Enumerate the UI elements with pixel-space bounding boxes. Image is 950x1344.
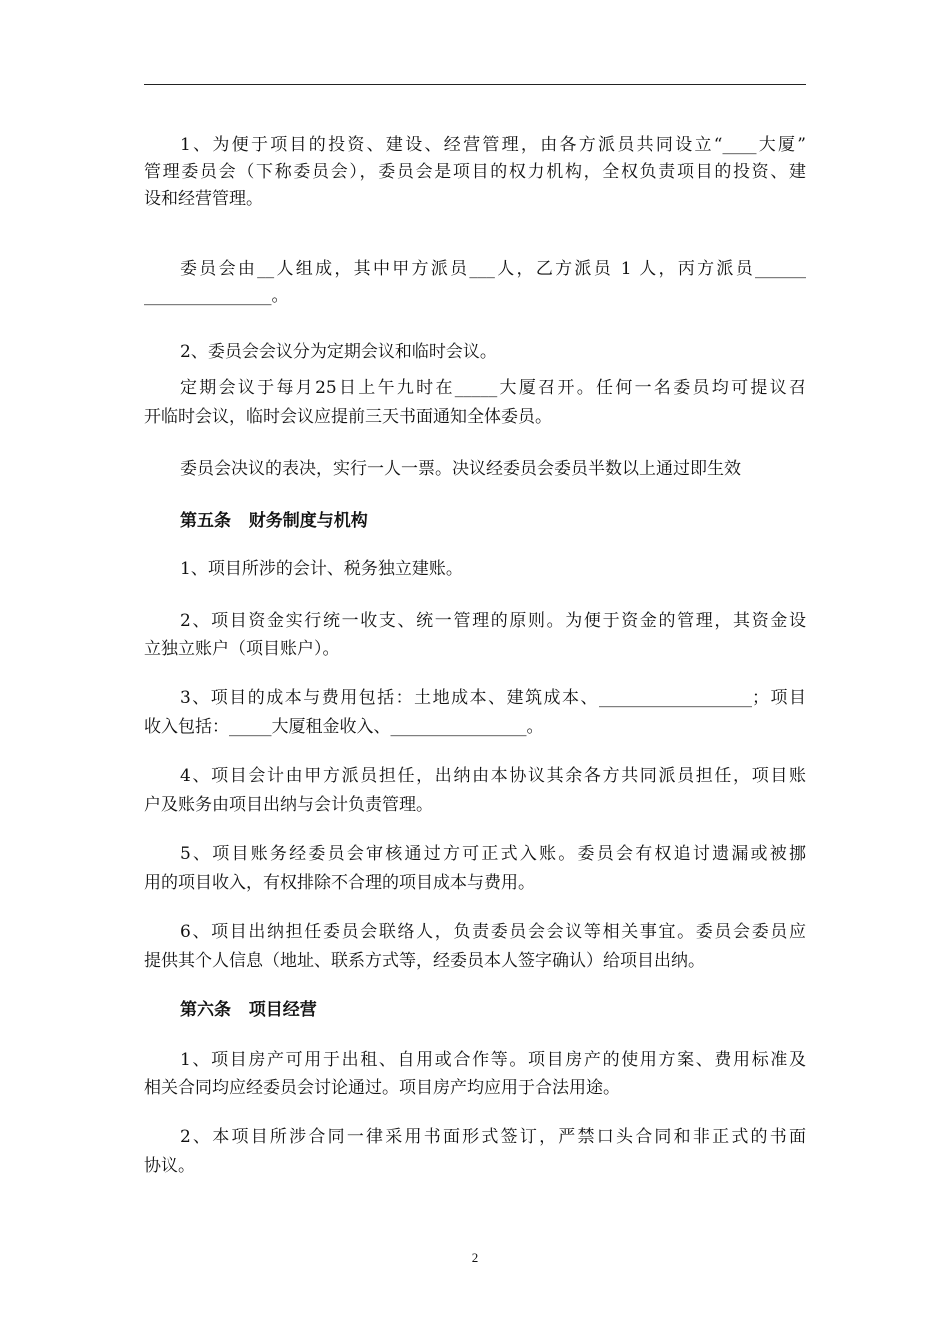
- page-number: 2: [471, 1250, 479, 1265]
- paragraph-line: 2、本项目所涉合同一律采用书面形式签订，严禁口头合同和非正式的书面: [180, 1127, 806, 1147]
- paragraph-line: 1、项目房产可用于出租、自用或合作等。项目房产的使用方案、费用标准及: [180, 1050, 806, 1070]
- paragraph-line: 开临时会议，临时会议应提前三天书面通知全体委员。: [144, 407, 552, 427]
- paragraph-line: 委员会决议的表决，实行一人一票。决议经委员会委员半数以上通过即生效: [180, 459, 741, 479]
- paragraph-line: 户及账务由项目出纳与会计负责管理。: [144, 795, 433, 815]
- paragraph-line: 协议。: [144, 1156, 195, 1176]
- paragraph-line: 用的项目收入，有权排除不合理的项目成本与费用。: [144, 873, 535, 893]
- paragraph-line: 1、项目所涉的会计、税务独立建账。: [180, 559, 463, 579]
- paragraph-line: _______________。: [144, 286, 289, 306]
- paragraph-line: 立独立账户（项目账户）。: [144, 639, 340, 659]
- paragraph-line: 4、项目会计由甲方派员担任，出纳由本协议其余各方共同派员担任，项目账: [180, 766, 806, 786]
- paragraph-line: 收入包括：_____大厦租金收入、________________。: [144, 717, 544, 737]
- paragraph-line: 2、项目资金实行统一收支、统一管理的原则。为便于资金的管理，其资金设: [180, 611, 806, 631]
- paragraph-line: 定期会议于每月25日上午九时在_____大厦召开。任何一名委员均可提议召: [180, 378, 806, 398]
- paragraph-line: 管理委员会（下称委员会），委员会是项目的权力机构，全权负责项目的投资、建: [144, 162, 806, 182]
- section-heading: 第五条 财务制度与机构: [180, 511, 368, 531]
- paragraph-line: 3、项目的成本与费用包括：土地成本、建筑成本、__________________；项目: [180, 688, 806, 708]
- section-heading: 第六条 项目经营: [180, 1000, 317, 1020]
- paragraph-line: 6、项目出纳担任委员会联络人，负责委员会会议等相关事宜。委员会委员应: [180, 922, 806, 942]
- paragraph-line: 5、项目账务经委员会审核通过方可正式入账。委员会有权追讨遗漏或被挪: [180, 844, 806, 864]
- paragraph-line: 设和经营管理。: [144, 189, 263, 209]
- paragraph-line: 1、为便于项目的投资、建设、经营管理，由各方派员共同设立“____大厦”: [180, 135, 806, 155]
- paragraph-line: 委员会由__人组成，其中甲方派员___人，乙方派员 1 人，丙方派员______: [180, 259, 806, 279]
- paragraph-line: 提供其个人信息（地址、联系方式等，经委员本人签字确认）给项目出纳。: [144, 951, 705, 971]
- paragraph-line: 2、委员会会议分为定期会议和临时会议。: [180, 342, 497, 362]
- header-rule: [144, 84, 806, 85]
- paragraph-line: 相关合同均应经委员会讨论通过。项目房产均应用于合法用途。: [144, 1078, 620, 1098]
